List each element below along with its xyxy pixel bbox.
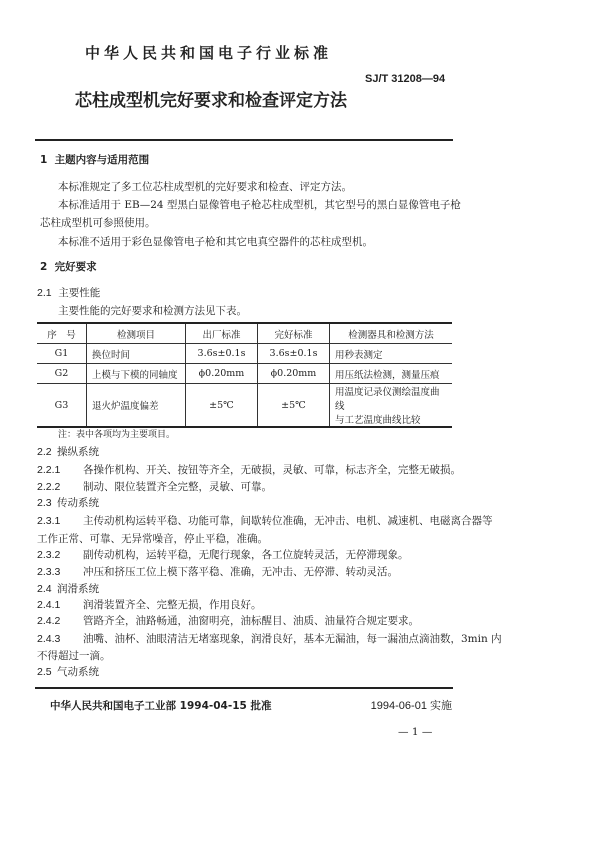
clause-text: 润滑装置齐全、完整无损，作用良好。	[83, 599, 262, 611]
table-intro: 主要性能的完好要求和检测方法见下表。	[58, 305, 247, 317]
section-title: 主题内容与适用范围	[54, 154, 150, 166]
clause-number: 2.3.1	[37, 515, 61, 527]
clause-number: 2.3	[37, 497, 52, 509]
clause-2-1-heading	[37, 286, 100, 300]
clause-line	[37, 665, 99, 679]
document-title: 芯柱成型机完好要求和检查评定方法	[75, 91, 347, 111]
standard-code: SJ/T 31208—94	[365, 73, 446, 85]
cell-factory-standard: ϕ0.20mm	[186, 364, 258, 384]
header-cell: 检测器具和检测方法	[330, 323, 453, 344]
clause-line	[37, 496, 99, 510]
paragraph: 本标准适用于 EB—24 型黑白显像管电子枪芯柱成型机，其它型号的黑白显像管电子枪	[58, 199, 461, 211]
clause-text: 各操作机构、开关、按钮等齐全，无破损，灵敏、可靠，标志齐全，完整无破损。	[83, 464, 461, 476]
method-line: 与工艺温度曲线比较	[335, 415, 421, 426]
cell-good-standard: ϕ0.20mm	[258, 364, 330, 384]
section-number: 1	[40, 154, 48, 166]
clause-number: 2.1	[37, 287, 52, 299]
method-line: 用温度记录仪测绘温度曲线	[335, 387, 440, 412]
effective-date: 1994-06-01 实施	[370, 700, 452, 712]
clause-line	[37, 632, 502, 646]
clause-text: 管路齐全，油路畅通，油窗明亮，油标醒目、油质、油量符合规定要求。	[83, 615, 419, 627]
clause-number: 2.4.3	[37, 633, 61, 645]
cell-id: G3	[54, 399, 69, 411]
paragraph: 本标准不适用于彩色显像管电子枪和其它电真空器件的芯柱成型机。	[58, 236, 373, 248]
paragraph: 芯柱成型机可参照使用。	[40, 217, 156, 229]
clause-line	[37, 532, 268, 546]
table-row	[37, 344, 452, 364]
clause-number: 2.2.2	[37, 481, 61, 493]
cell-id: G2	[54, 368, 69, 379]
clause-number: 2.4.1	[37, 599, 61, 611]
clause-text: 冲压和挤压工位上模下落平稳、准确，无冲击、无停滞、转动灵活。	[83, 566, 398, 578]
header-cell: 检测项目	[87, 323, 186, 344]
clause-line	[37, 582, 99, 596]
header-cell: 序 号	[47, 329, 76, 341]
clause-text: 不得超过一滴。	[37, 650, 111, 662]
clause-line	[37, 649, 111, 663]
cell-good-standard: ±5℃	[258, 384, 330, 428]
header-cell: 完好标准	[258, 323, 330, 344]
clause-number: 2.3.2	[37, 549, 61, 561]
clause-text: 副传动机构，运转平稳，无爬行现象，各工位旋转灵活，无停滞现象。	[83, 549, 409, 561]
cell-good-standard: 3.6s±0.1s	[258, 344, 330, 364]
cell-factory-standard: 3.6s±0.1s	[186, 344, 258, 364]
clause-number: 2.5	[37, 666, 52, 678]
clause-number: 2.3.3	[37, 566, 61, 578]
clause-line	[37, 463, 461, 477]
clause-line	[37, 548, 409, 562]
clause-text: 工作正常、可靠、无异常噪音，停止平稳，准确。	[37, 533, 268, 545]
clause-number: 2.2.1	[37, 464, 61, 476]
cell-id: G1	[54, 348, 69, 359]
cell-method: 用压纸法检测，测量压痕	[330, 364, 453, 384]
issuing-body-header: 中华人民共和国电子行业标准	[85, 44, 333, 62]
cell-method	[330, 384, 453, 428]
page-number: — 1 —	[398, 726, 433, 738]
clause-line	[37, 514, 493, 528]
table-row	[37, 364, 452, 384]
clause-text: 主传动机构运转平稳、功能可靠，间歇转位准确，无冲击、电机、减速机、电磁离合器等	[83, 515, 493, 527]
clause-line	[37, 565, 398, 579]
clause-text: 润滑系统	[57, 583, 99, 595]
cell-factory-standard: ±5℃	[186, 384, 258, 428]
header-cell: 出厂标准	[186, 323, 258, 344]
clause-line	[37, 598, 262, 612]
clause-text: 油嘴、油杯、油眼清洁无堵塞现象，润滑良好，基本无漏油，每一漏油点滴油数，3min 内	[83, 633, 502, 645]
cell-item: 退火炉温度偏差	[87, 384, 186, 428]
footer-rule	[35, 687, 453, 689]
table-note: 注：表中各项均为主要项目。	[58, 430, 176, 440]
clause-text: 气动系统	[57, 666, 99, 678]
clause-text: 操纵系统	[57, 446, 99, 458]
performance-table	[37, 322, 452, 428]
section-2-heading	[40, 260, 97, 274]
cell-item: 上模与下模的同轴度	[87, 364, 186, 384]
clause-text: 传动系统	[57, 497, 99, 509]
clause-number: 2.2	[37, 446, 52, 458]
approval-line: 中华人民共和国电子工业部 1994-04-15 批准	[50, 700, 272, 712]
clause-text: 制动、限位装置齐全完整，灵敏、可靠。	[83, 481, 272, 493]
clause-number: 2.4	[37, 583, 52, 595]
clause-line	[37, 614, 419, 628]
clause-line	[37, 445, 99, 459]
cell-method: 用秒表测定	[330, 344, 453, 364]
clause-number: 2.4.2	[37, 615, 61, 627]
clause-title: 主要性能	[58, 287, 101, 299]
section-number: 2	[40, 261, 48, 273]
clause-line	[37, 480, 272, 494]
paragraph: 本标准规定了多工位芯柱成型机的完好要求和检查、评定方法。	[58, 181, 352, 193]
table-row	[37, 384, 452, 428]
cell-item: 换位时间	[87, 344, 186, 364]
section-1-heading	[40, 153, 149, 167]
section-title: 完好要求	[54, 261, 97, 273]
title-rule	[35, 139, 453, 141]
table-header-row	[37, 323, 452, 344]
